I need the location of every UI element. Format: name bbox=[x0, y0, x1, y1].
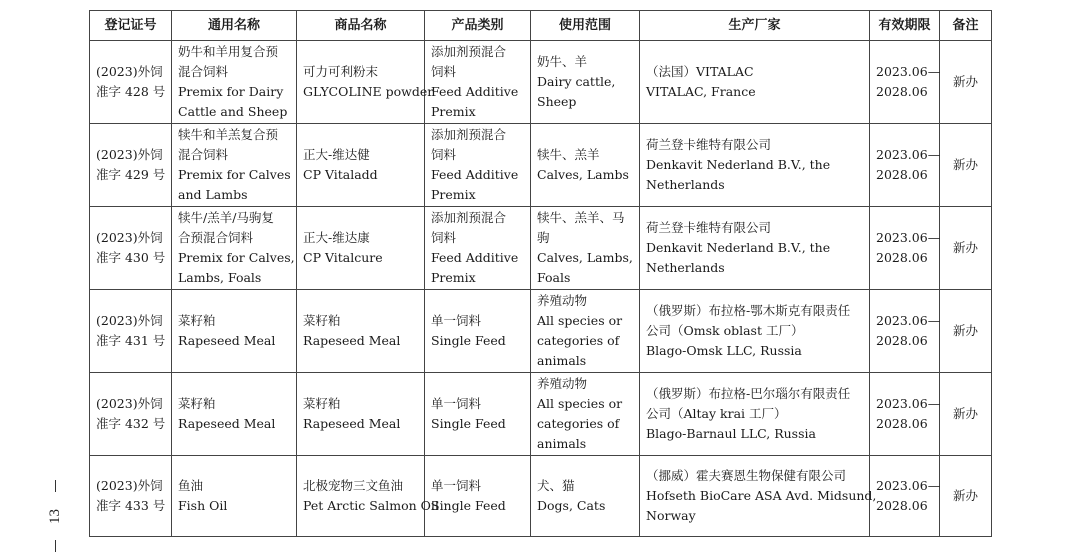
cell-line: Netherlands bbox=[646, 260, 725, 275]
header-trade-name: 商品名称 bbox=[297, 11, 425, 41]
cell-note: 新办 bbox=[940, 373, 992, 456]
cell-category bbox=[425, 124, 531, 207]
cell-line: Dogs, Cats bbox=[537, 498, 606, 513]
cell-line: and Lambs bbox=[178, 187, 248, 202]
cell-category bbox=[425, 456, 531, 537]
cell-line: 单一饲料 bbox=[431, 478, 482, 493]
cell-line: (2023)外饲 bbox=[96, 147, 163, 162]
header-generic-name: 通用名称 bbox=[172, 11, 297, 41]
cell-generic-name bbox=[172, 373, 297, 456]
cell-validity bbox=[870, 373, 940, 456]
page-number-dash-bottom bbox=[55, 540, 56, 552]
cell-line: Rapeseed Meal bbox=[303, 416, 401, 431]
cell-line: 可力可利粉末 bbox=[303, 64, 379, 79]
header-row bbox=[90, 11, 992, 41]
cell-line: 混合饲料 bbox=[178, 64, 229, 79]
cell-validity bbox=[870, 124, 940, 207]
cell-line: 2028.06 bbox=[876, 250, 928, 265]
cell-line: 添加剂预混合 bbox=[431, 44, 507, 59]
cell-line: 添加剂预混合 bbox=[431, 127, 507, 142]
cell-reg-no bbox=[90, 207, 172, 290]
cell-line: Dairy cattle, bbox=[537, 74, 616, 89]
cell-line: 2028.06 bbox=[876, 84, 928, 99]
cell-note: 新办 bbox=[940, 41, 992, 124]
table-row bbox=[90, 124, 992, 207]
cell-line: GLYCOLINE powder bbox=[303, 84, 434, 99]
cell-line: VITALAC, France bbox=[646, 84, 756, 99]
cell-line: Rapeseed Meal bbox=[178, 333, 276, 348]
cell-manufacturer bbox=[640, 207, 870, 290]
page-number-dash-top bbox=[55, 480, 56, 492]
header-scope: 使用范围 bbox=[531, 11, 640, 41]
cell-generic-name bbox=[172, 290, 297, 373]
cell-line: Premix bbox=[431, 187, 476, 202]
cell-line: 单一饲料 bbox=[431, 396, 482, 411]
cell-line: (2023)外饲 bbox=[96, 478, 163, 493]
cell-line: 单一饲料 bbox=[431, 313, 482, 328]
cell-validity bbox=[870, 207, 940, 290]
cell-line: Denkavit Nederland B.V., the bbox=[646, 157, 831, 172]
cell-manufacturer bbox=[640, 41, 870, 124]
cell-reg-no bbox=[90, 124, 172, 207]
cell-line: Premix for Calves bbox=[178, 167, 291, 182]
cell-line: 公司（Omsk oblast 工厂） bbox=[646, 323, 804, 338]
cell-line: Norway bbox=[646, 508, 696, 523]
cell-line: （法国）VITALAC bbox=[646, 64, 754, 79]
cell-line: 养殖动物 bbox=[537, 293, 588, 308]
cell-line: Lambs, Foals bbox=[178, 270, 262, 285]
cell-scope bbox=[531, 290, 640, 373]
cell-reg-no bbox=[90, 373, 172, 456]
cell-line: 准字 428 号 bbox=[96, 84, 166, 99]
cell-line: Cattle and Sheep bbox=[178, 104, 288, 119]
cell-line: CP Vitaladd bbox=[303, 167, 378, 182]
cell-line: 犊牛和羊羔复合预 bbox=[178, 127, 279, 142]
cell-line: 饲料 bbox=[431, 147, 457, 162]
cell-trade-name bbox=[297, 456, 439, 537]
cell-line: categories of bbox=[537, 333, 620, 348]
cell-line: Rapeseed Meal bbox=[303, 333, 401, 348]
cell-line: 驹 bbox=[537, 230, 550, 245]
cell-validity bbox=[870, 290, 940, 373]
cell-category bbox=[425, 290, 531, 373]
cell-line: 养殖动物 bbox=[537, 376, 588, 391]
cell-line: 准字 430 号 bbox=[96, 250, 166, 265]
cell-line: 2028.06 bbox=[876, 416, 928, 431]
cell-line: 添加剂预混合 bbox=[431, 210, 507, 225]
cell-line: Premix for Calves, bbox=[178, 250, 295, 265]
cell-line: 荷兰登卡维特有限公司 bbox=[646, 220, 772, 235]
cell-manufacturer bbox=[640, 124, 870, 207]
cell-line: 准字 431 号 bbox=[96, 333, 166, 348]
cell-manufacturer bbox=[640, 373, 870, 456]
cell-line: Premix for Dairy bbox=[178, 84, 284, 99]
table-row bbox=[90, 456, 992, 537]
cell-line: 混合饲料 bbox=[178, 147, 229, 162]
cell-note: 新办 bbox=[940, 290, 992, 373]
cell-trade-name bbox=[297, 290, 425, 373]
cell-line: 2023.06— bbox=[876, 313, 941, 328]
cell-line: 正大-维达健 bbox=[303, 147, 370, 162]
cell-category bbox=[425, 373, 531, 456]
cell-line: 准字 432 号 bbox=[96, 416, 166, 431]
cell-line: 荷兰登卡维特有限公司 bbox=[646, 137, 772, 152]
cell-line: All species or bbox=[537, 396, 623, 411]
cell-line: (2023)外饲 bbox=[96, 230, 163, 245]
cell-line: Fish Oil bbox=[178, 498, 228, 513]
cell-line: All species or bbox=[537, 313, 623, 328]
page-number-value: 13 bbox=[46, 508, 63, 524]
cell-line: 犬、猫 bbox=[537, 478, 575, 493]
header-manufacturer: 生产厂家 bbox=[640, 11, 870, 41]
cell-line: 饲料 bbox=[431, 64, 457, 79]
cell-line: (2023)外饲 bbox=[96, 313, 163, 328]
cell-line: 合预混合饲料 bbox=[178, 230, 254, 245]
cell-scope bbox=[531, 456, 640, 537]
cell-reg-no bbox=[90, 41, 172, 124]
header-validity: 有效期限 bbox=[870, 11, 940, 41]
cell-line: Denkavit Nederland B.V., the bbox=[646, 240, 831, 255]
cell-line: 准字 429 号 bbox=[96, 167, 166, 182]
cell-line: （挪威）霍夫赛恩生物保健有限公司 bbox=[646, 468, 847, 483]
cell-line: 奶牛和羊用复合预 bbox=[178, 44, 279, 59]
cell-generic-name bbox=[172, 456, 297, 537]
cell-line: 犊牛、羔羊、马 bbox=[537, 210, 625, 225]
table-row bbox=[90, 207, 992, 290]
cell-line: 2028.06 bbox=[876, 333, 928, 348]
cell-line: Feed Additive bbox=[431, 250, 519, 265]
cell-line: 2028.06 bbox=[876, 498, 928, 513]
table-row bbox=[90, 373, 992, 456]
cell-line: animals bbox=[537, 436, 587, 451]
cell-line: 2023.06— bbox=[876, 230, 941, 245]
cell-line: 菜籽粕 bbox=[178, 396, 216, 411]
cell-line: (2023)外饲 bbox=[96, 396, 163, 411]
cell-scope bbox=[531, 41, 640, 124]
cell-line: Blago-Omsk LLC, Russia bbox=[646, 343, 802, 358]
cell-line: Single Feed bbox=[431, 498, 506, 513]
header-reg-no: 登记证号 bbox=[90, 11, 172, 41]
cell-line: Single Feed bbox=[431, 333, 506, 348]
cell-line: Single Feed bbox=[431, 416, 506, 431]
cell-line: 犊牛、羔羊 bbox=[537, 147, 600, 162]
header-category: 产品类别 bbox=[425, 11, 531, 41]
cell-validity bbox=[870, 456, 940, 537]
cell-line: Foals bbox=[537, 270, 571, 285]
cell-manufacturer bbox=[640, 290, 870, 373]
cell-trade-name bbox=[297, 124, 425, 207]
cell-line: 犊牛/羔羊/马驹复 bbox=[178, 210, 274, 225]
cell-line: Pet Arctic Salmon Oil bbox=[303, 498, 439, 513]
cell-line: animals bbox=[537, 353, 587, 368]
cell-line: 2023.06— bbox=[876, 147, 941, 162]
cell-scope bbox=[531, 373, 640, 456]
cell-line: Premix bbox=[431, 270, 476, 285]
cell-category bbox=[425, 41, 531, 124]
page-number bbox=[40, 480, 70, 552]
cell-line: Sheep bbox=[537, 94, 577, 109]
cell-line: （俄罗斯）布拉格-鄂木斯克有限责任 bbox=[646, 303, 851, 318]
cell-trade-name bbox=[297, 41, 434, 124]
cell-line: Feed Additive bbox=[431, 84, 519, 99]
cell-line: Premix bbox=[431, 104, 476, 119]
cell-validity bbox=[870, 41, 940, 124]
cell-line: Calves, Lambs, bbox=[537, 250, 633, 265]
cell-scope bbox=[531, 207, 640, 290]
cell-trade-name bbox=[297, 207, 425, 290]
cell-line: categories of bbox=[537, 416, 620, 431]
cell-line: 饲料 bbox=[431, 230, 457, 245]
table-row bbox=[90, 290, 992, 373]
header-note: 备注 bbox=[940, 11, 992, 41]
cell-line: 2028.06 bbox=[876, 167, 928, 182]
cell-line: 2023.06— bbox=[876, 396, 941, 411]
cell-note: 新办 bbox=[940, 456, 992, 537]
cell-line: 2023.06— bbox=[876, 64, 941, 79]
cell-note: 新办 bbox=[940, 124, 992, 207]
cell-line: Hofseth BioCare ASA Avd. Midsund, bbox=[646, 488, 877, 503]
cell-line: Blago-Barnaul LLC, Russia bbox=[646, 426, 816, 441]
cell-scope bbox=[531, 124, 640, 207]
cell-generic-name bbox=[172, 124, 297, 207]
cell-line: 北极宠物三文鱼油 bbox=[303, 478, 404, 493]
cell-line: 奶牛、羊 bbox=[537, 54, 588, 69]
cell-trade-name bbox=[297, 373, 425, 456]
cell-line: Calves, Lambs bbox=[537, 167, 629, 182]
cell-line: (2023)外饲 bbox=[96, 64, 163, 79]
cell-line: Rapeseed Meal bbox=[178, 416, 276, 431]
cell-line: 菜籽粕 bbox=[303, 313, 341, 328]
cell-generic-name bbox=[172, 41, 297, 124]
registration-table bbox=[89, 10, 992, 537]
cell-reg-no bbox=[90, 456, 172, 537]
cell-line: （俄罗斯）布拉格-巴尔瑙尔有限责任 bbox=[646, 386, 851, 401]
cell-line: Feed Additive bbox=[431, 167, 519, 182]
cell-generic-name bbox=[172, 207, 297, 290]
cell-line: 准字 433 号 bbox=[96, 498, 166, 513]
cell-line: 菜籽粕 bbox=[178, 313, 216, 328]
cell-manufacturer bbox=[640, 456, 877, 537]
cell-line: 菜籽粕 bbox=[303, 396, 341, 411]
cell-line: 2023.06— bbox=[876, 478, 941, 493]
cell-line: 公司（Altay krai 工厂） bbox=[646, 406, 787, 421]
cell-category bbox=[425, 207, 531, 290]
cell-note: 新办 bbox=[940, 207, 992, 290]
cell-reg-no bbox=[90, 290, 172, 373]
table-row bbox=[90, 41, 992, 124]
cell-line: 正大-维达康 bbox=[303, 230, 370, 245]
cell-line: CP Vitalcure bbox=[303, 250, 383, 265]
cell-line: Netherlands bbox=[646, 177, 725, 192]
cell-line: 鱼油 bbox=[178, 478, 204, 493]
